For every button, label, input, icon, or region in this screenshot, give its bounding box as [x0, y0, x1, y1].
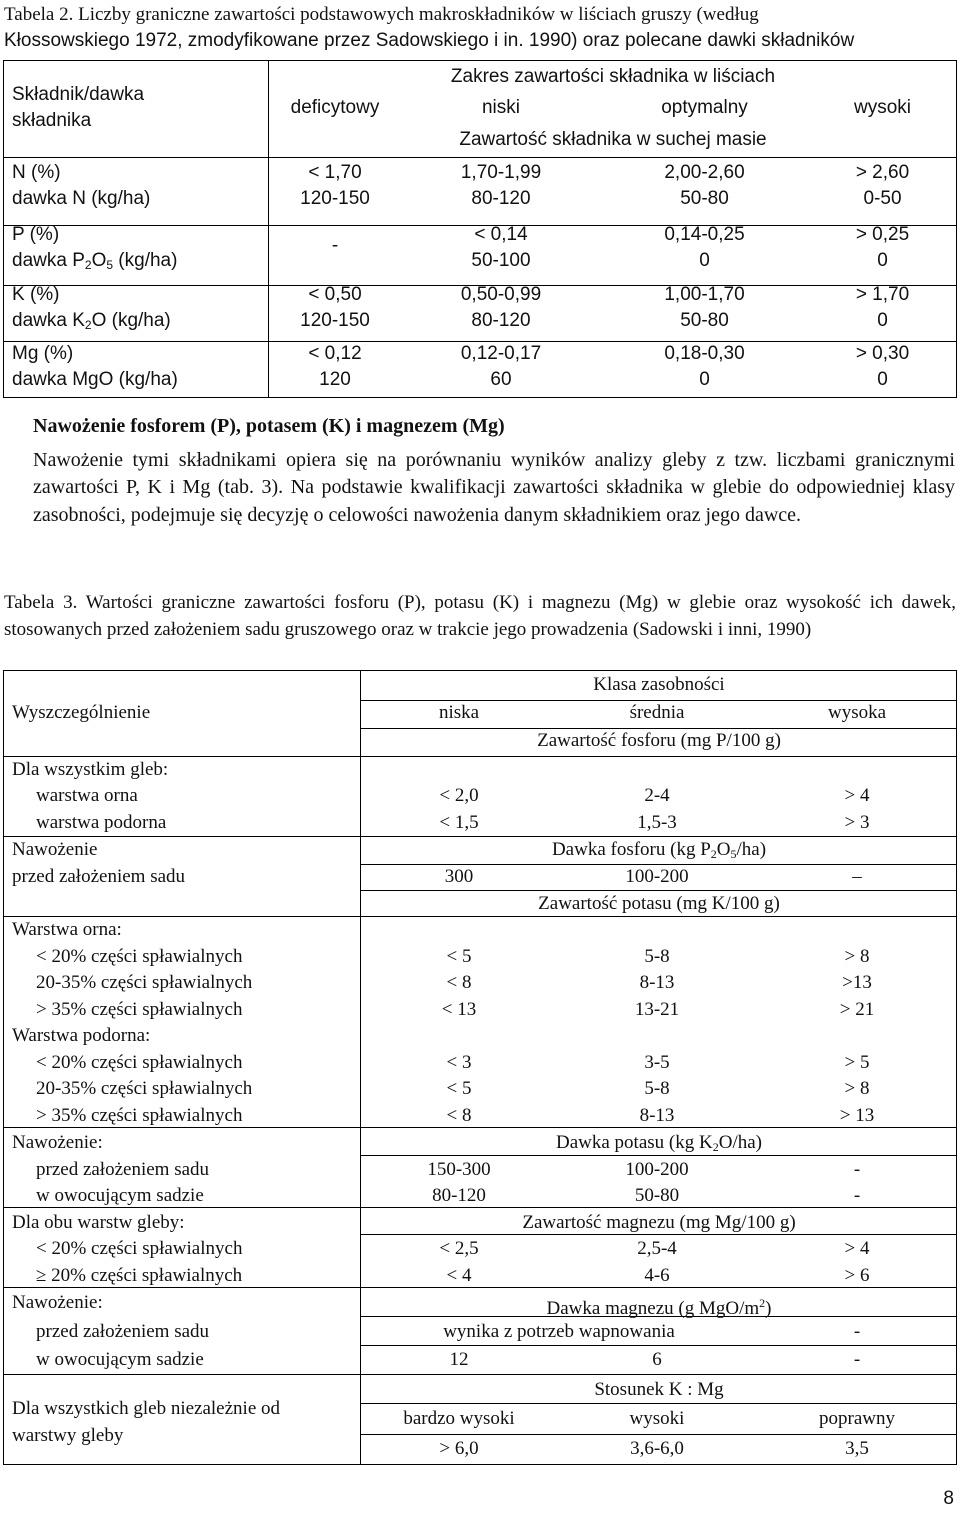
table3-p-row-label: warstwa podorna [36, 812, 167, 833]
table3-p-content-header: Zawartość fosforu (mg P/100 g) [537, 730, 781, 751]
table3-ratio-col: bardzo wysoki [403, 1408, 515, 1429]
table2-cell: < 0,12 120 [308, 343, 362, 390]
table2-row-p-label: P (%) dawka $P_2O_5$ (kg/ha) [12, 224, 178, 272]
table3-cell: 5-8 [644, 946, 670, 967]
table3-cell: - [853, 1185, 861, 1206]
table2-cell: 0,12-0,17 60 [460, 343, 542, 390]
table3-k-group1: Warstwa orna: [12, 919, 122, 940]
table3-cell: > 4 [844, 785, 870, 806]
table3-cell: 5-8 [644, 1078, 670, 1099]
table3-cell: < 8 [446, 972, 472, 993]
table2-caption [4, 2, 954, 54]
table3-cell: < 1,5 [439, 812, 479, 833]
table2-row-k-label: K (%) dawka $K_2O$ (kg/ha) [12, 284, 171, 332]
section-paragraph: Nawożenie tymi składnikami opiera się na porównaniu wyników analizy gleby z tzw. liczbami granicznymi zawartości P, K i Mg (tab. 3). Na podstawie kwalifikacji zawartości składnika w glebie do odpowiedniej klasy zasobności, podejmuje się decyzję o celowości nawożenia danym składnikiem oraz jego dawce. [33, 449, 955, 526]
table2-stub: Składnik/dawka składnika [12, 84, 145, 131]
table3-cell: < 4 [446, 1265, 472, 1286]
table3-mg-group: Dla obu warstw gleby: [12, 1212, 185, 1233]
table3-cell: < 3 [446, 1052, 472, 1073]
table3-k-naw-label: Nawożenie: [12, 1132, 103, 1153]
table3-cell: > 21 [839, 999, 875, 1020]
table3-cell: < 2,5 [439, 1238, 479, 1259]
table3-cell: - [853, 1349, 861, 1370]
table3-k-row-label: < 20% części spławialnych [36, 1052, 243, 1073]
table3-mg-content-header: Zawartość magnezu (mg Mg/100 g) [522, 1212, 796, 1233]
table3-mg-naw-row-label: w owocującym sadzie [36, 1349, 204, 1370]
table3-cell: 3-5 [644, 1052, 670, 1073]
section-heading: Nawożenie fosforem (P), potasem (K) i magnezem (Mg) [33, 415, 505, 437]
table3-cell: 8-13 [639, 1105, 675, 1126]
table3-ratio-header: Stosunek K : Mg [594, 1379, 724, 1400]
table3-cell: 80-120 [432, 1185, 486, 1206]
table3-k-dose-header: Dawka potasu (kg $K_2O/ha$) [556, 1132, 762, 1154]
table3-k-naw-row-label: w owocującym sadzie [36, 1185, 204, 1206]
table2-cell: < 0,50 120-150 [300, 284, 370, 331]
table2-col-wysoki: wysoki [853, 97, 911, 118]
table2-cell: > 2,60 0-50 [855, 162, 910, 209]
table3-mg-naw-row-label: przed założeniem sadu [36, 1321, 210, 1342]
table2-cell: - [331, 235, 339, 256]
table3-p-row-label: warstwa orna [36, 785, 138, 806]
table2-cell: < 1,70 120-150 [300, 162, 370, 209]
table3-mg-row-label: ≥ 20% części spławialnych [36, 1265, 243, 1286]
table3-cell: 100-200 [625, 866, 689, 887]
table3-mg-row-label: < 20% części spławialnych [36, 1238, 243, 1259]
table3-cell: > 13 [839, 1105, 875, 1126]
table3-cell: 8-13 [639, 972, 675, 993]
table3-k-row-label: 20-35% części spławialnych [36, 972, 253, 993]
table3-cell: 50-80 [634, 1185, 680, 1206]
table2-cell: 2,00-2,60 50-80 [664, 162, 745, 209]
table2-cell: > 1,70 0 [855, 284, 910, 331]
table3-cell: 2,5-4 [637, 1238, 677, 1259]
table3-stub: Wyszczególnienie [12, 702, 151, 723]
table3-cell: < 13 [441, 999, 477, 1020]
table2 [3, 60, 957, 398]
table3-p-group: Dla wszystkim gleb: [12, 759, 169, 780]
table2-cell: 0,18-0,30 0 [664, 343, 745, 390]
table3-p-dose-header: Dawka fosforu (kg $P_2O_5/ha$) [551, 839, 767, 861]
table3-cell: 1,5-3 [637, 812, 677, 833]
table3-cell: 6 [652, 1349, 662, 1370]
table3-cell: >13 [842, 972, 872, 993]
table2-col-optymalny: optymalny [661, 97, 748, 118]
table3-cell: 3,5 [845, 1438, 869, 1459]
table3-cell: 13-21 [634, 999, 680, 1020]
table2-caption-line2: Kłossowskiego 1972, zmodyfikowane przez Sadowskiego i in. 1990) oraz polecane dawki składników [4, 30, 855, 51]
table2-row-n-label: N (%) dawka N (kg/ha) [12, 162, 151, 209]
table3-ratio-label: Dla wszystkich gleb niezależnie od warstwy gleby [12, 1398, 281, 1446]
table3-cell: - [853, 1159, 861, 1180]
table3-cell: < 5 [446, 946, 472, 967]
table3-cell: > 4 [844, 1238, 870, 1259]
table3-k-row-label: > 35% części spławialnych [36, 1105, 243, 1126]
table2-cell: < 0,14 50-100 [471, 224, 531, 271]
table2-cell: 0,14-0,25 0 [664, 224, 745, 271]
table3-cell: 100-200 [625, 1159, 689, 1180]
table3-cell: > 3 [844, 812, 870, 833]
table3-cell: > 5 [844, 1052, 870, 1073]
table3-cell: > 6 [844, 1265, 870, 1286]
table2-cell: > 0,25 0 [855, 224, 910, 271]
table3-k-row-label: > 35% części spławialnych [36, 999, 243, 1020]
table3-p-naw-label: Nawożenie przed założeniem sadu [12, 839, 186, 887]
table3-cell: 2-4 [644, 785, 670, 806]
table3-cell: 12 [449, 1349, 469, 1370]
table3-cell: > 8 [844, 1078, 870, 1099]
table3-cell: - [853, 1321, 861, 1342]
table3-cell: 300 [444, 866, 474, 887]
table3-col-srednia: średnia [629, 702, 685, 723]
table3-k-naw-row-label: przed założeniem sadu [36, 1159, 210, 1180]
table2-col-deficytowy: deficytowy [290, 97, 380, 118]
table2-header-dry-mass: Zawartość składnika w suchej masie [459, 129, 767, 150]
table3-cell: < 5 [446, 1078, 472, 1099]
table3-k-content-header: Zawartość potasu (mg K/100 g) [538, 893, 780, 914]
page-number: 8 [943, 1488, 954, 1509]
table3-cell: > 8 [844, 946, 870, 967]
table3 [3, 670, 957, 1465]
table3-col-wysoka: wysoka [827, 702, 887, 723]
table3-caption: Tabela 3. Wartości graniczne zawartości fosforu (P), potasu (K) i magnezu (Mg) w glebie oraz wysokość ich dawek, stosowanych przed założeniem sadu gruszowego oraz w trakcie jego prowadzenia (Sadowski i inni, 1990) [4, 592, 956, 640]
table3-mg-dose-header: Dawka magnezu (g MgO/$m^2$) [546, 1296, 772, 1319]
table3-cell: 150-300 [427, 1159, 491, 1180]
table3-k-row-label: 20-35% części spławialnych [36, 1078, 253, 1099]
table3-cell: < 8 [446, 1105, 472, 1126]
table2-header-range: Zakres zawartości składnika w liściach [450, 66, 776, 87]
table2-cell: 0,50-0,99 80-120 [460, 284, 542, 331]
table2-cell: > 0,30 0 [855, 343, 910, 390]
table2-col-niski: niski [481, 97, 520, 118]
table3-mg-naw-label: Nawożenie: [12, 1292, 103, 1313]
table3-col-niska: niska [438, 702, 480, 723]
table2-cell: 1,00-1,70 50-80 [664, 284, 745, 331]
table3-class-header: Klasa zasobności [593, 674, 725, 695]
table3-k-row-label: < 20% części spławialnych [36, 946, 243, 967]
table2-cell: 1,70-1,99 80-120 [460, 162, 542, 209]
table3-cell: < 2,0 [439, 785, 479, 806]
table2-row-mg-label: Mg (%) dawka MgO (kg/ha) [12, 343, 178, 390]
table3-cell: – [852, 866, 862, 887]
table3-cell: wynika z potrzeb wapnowania [443, 1321, 675, 1342]
table3-ratio-col: poprawny [819, 1408, 895, 1429]
table3-ratio-col: wysoki [629, 1408, 685, 1429]
table3-cell: 4-6 [644, 1265, 670, 1286]
table3-cell: 3,6-6,0 [630, 1438, 684, 1459]
table3-cell: > 6,0 [439, 1438, 479, 1459]
table3-k-group2: Warstwa podorna: [12, 1025, 151, 1046]
table2-caption-line1: Tabela 2. Liczby graniczne zawartości podstawowych makroskładników w liściach gruszy (według [4, 4, 759, 25]
